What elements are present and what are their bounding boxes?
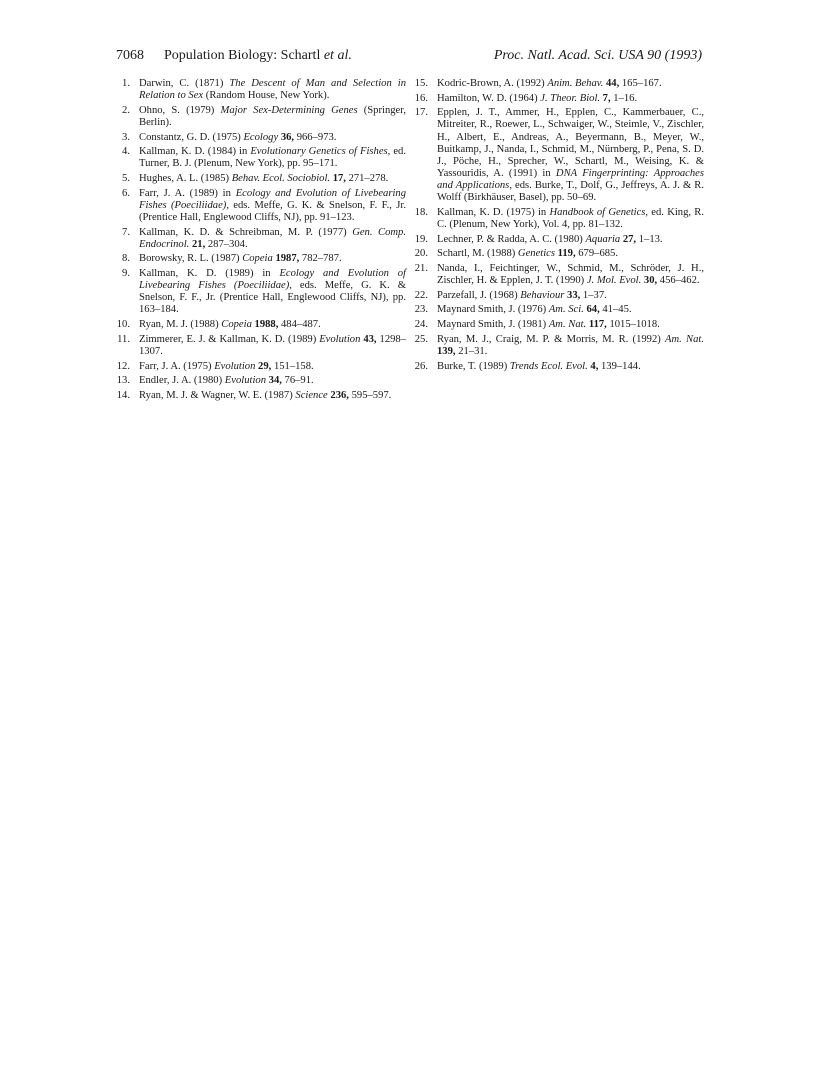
reference-number: 24. [414,319,428,331]
reference-item [414,93,704,105]
reference-number: 6. [122,187,130,199]
reference-title: Evolutionary Genetics of Fishes [250,146,388,158]
reference-details: 21–31. [455,345,488,357]
reference-title: Ecology and Evolution of Livebearing Fishes (Poeciliidae) [139,187,406,211]
reference-number: 4. [122,146,130,158]
reference-number: 25. [414,333,428,345]
reference-details: 1298–1307. [139,333,406,357]
reference-details: , eds. Meffe, G. K. & Snelson, F. F., Jr. (Prentice Hall, Englewood Cliffs, NJ), pp. 163–184. [139,280,406,316]
reference-number: 10. [116,319,130,331]
reference-details: 151–158. [271,360,314,372]
reference-authors: Nanda, I., Feichtinger, W., Schmid, M., Schröder, J. H., Zischler, H. & Epplen, J. T. (1990) [437,262,704,286]
reference-number: 22. [414,289,428,301]
reference-item [116,253,406,265]
reference-item [414,304,704,316]
running-title: Population Biology: Schartl et al. [164,48,352,63]
reference-volume: 44, [603,78,620,89]
page-number: 7068 [116,48,144,63]
reference-item [116,319,406,331]
reference-title: J. Mol. Evol. [586,274,642,286]
reference-title: Gen. Comp. Endocrinol. [139,226,406,250]
reference-item [414,263,704,287]
page-header [116,48,702,68]
reference-authors: Parzefall, J. (1968) [437,289,521,301]
reference-volume: 1988, [251,319,279,331]
reference-volume: 117, [586,319,607,331]
reference-details: 679–685. [575,248,618,260]
reference-number: 18. [414,206,428,218]
reference-item [116,361,406,373]
reference-details: , eds. Meffe, G. K. & Snelson, F. F., Jr. (Prentice Hall, Englewood Cliffs, NJ), pp. 91–123. [139,199,406,223]
reference-details: , ed. King, R. C. (Plenum, New York), Vol. 4, pp. 81–132. [437,206,705,230]
reference-number: 26. [414,360,428,372]
reference-authors: Borowsky, R. L. (1987) [139,253,243,265]
reference-number: 21. [414,262,428,274]
reference-title: Major Sex-Determining Genes [220,104,358,116]
reference-authors: Hughes, A. L. (1985) [139,173,232,185]
reference-details: 165–167. [619,78,662,89]
reference-authors: Ryan, M. J. (1988) [139,319,222,331]
reference-title: Copeia [221,319,252,331]
reference-title: Trends Ecol. Evol. [509,360,588,372]
reference-title: Evolution [214,360,256,372]
reference-title: Handbook of Genetics [549,206,646,218]
reference-number: 2. [122,104,130,116]
reference-number: 23. [414,304,428,316]
reference-details: 1–37. [580,289,607,301]
journal-citation: Proc. Natl. Acad. Sci. USA 90 (1993) [493,48,702,63]
reference-authors: Lechner, P. & Radda, A. C. (1980) [437,233,586,245]
reference-item [116,227,406,251]
reference-authors: Maynard Smith, J. (1981) [437,319,549,331]
reference-volume: 27, [620,233,637,245]
reference-number: 1. [122,78,130,89]
reference-volume: 34, [266,375,282,387]
reference-item [116,334,406,358]
reference-volume: 64, [583,304,600,316]
reference-volume: 29, [255,360,272,372]
reference-authors: Burke, T. (1989) [437,360,510,372]
reference-authors: Endler, J. A. (1980) [139,375,225,387]
reference-details: (Springer, Berlin). [139,104,407,128]
reference-details: 271–278. [345,173,389,185]
reference-item [116,268,406,316]
reference-details: 966–973. [294,131,337,143]
reference-item [414,248,704,260]
reference-item [116,105,406,129]
reference-details: 287–304. [205,238,248,250]
reference-number: 12. [116,360,130,372]
reference-authors: Kodric-Brown, A. (1992) [437,78,548,89]
reference-item [414,207,704,231]
reference-title: Behav. Ecol. Sociobiol. [231,173,331,185]
reference-item [116,390,406,402]
reference-number: 7. [122,226,130,238]
reference-details: 139–144. [598,360,641,372]
reference-details: 41–45. [599,304,632,316]
reference-volume: 236, [327,389,349,401]
reference-authors: Kallman, K. D. (1984) in [139,146,251,158]
reference-item [116,132,406,144]
reference-title: Behaviour [520,289,565,301]
reference-details: 1015–1018. [606,319,660,331]
reference-authors: Kallman, K. D. (1975) in [437,206,550,218]
reference-authors: Kallman, K. D. (1989) in [139,268,280,280]
reference-title: Am. Nat. [548,319,587,331]
reference-title: Copeia [242,253,273,265]
reference-volume: 43, [360,333,377,345]
reference-details: , ed. Turner, B. J. (Plenum, New York), pp. 95–171. [139,146,406,170]
reference-volume: 21, [189,238,206,250]
reference-authors: Epplen, J. T., Ammer, H., Epplen, C., Kammerbauer, C., Mitreiter, R., Roewer, L., Schwaiger, W., Steimle, V., Zischler, H., Albert, E., Andreas, A., Beyermann, B., Meyer, W., Buitkamp, J., Nanda, I., Schmid, M., Nürnberg, P., Pena, S. D. J., Pöche, H., Sprecher, W., Schartl, M., Weising, K. & Yassouridis, A. (1991) in [437,107,704,179]
reference-authors: Hamilton, W. D. (1964) [437,92,541,104]
reference-item [414,334,704,358]
reference-number: 16. [414,92,428,104]
reference-number: 15. [414,78,428,89]
reference-item [116,78,406,102]
reference-title: Science [295,389,328,401]
reference-volume: 1987, [272,253,300,265]
reference-number: 9. [122,268,130,280]
reference-item [116,173,406,185]
reference-number: 8. [122,253,130,265]
reference-volume: 4, [587,360,599,372]
reference-item [414,234,704,246]
reference-number: 14. [116,389,130,401]
reference-authors: Farr, J. A. (1975) [139,360,215,372]
reference-number: 5. [122,173,130,185]
reference-authors: Darwin, C. (1871) [139,78,230,89]
reference-item [116,375,406,387]
reference-authors: Ryan, M. J. & Wagner, W. E. (1987) [139,389,296,401]
reference-title: The Descent of Man and Selection in Relation to Sex [139,78,406,102]
reference-title: Genetics [517,248,555,260]
reference-details: 782–787. [299,253,342,265]
reference-authors: Constantz, G. D. (1975) [139,131,244,143]
reference-details: , eds. Burke, T., Dolf, G., Jeffreys, A. J. & R. Wolff (Birkhäuser, Basel), pp. 50–69. [437,179,705,204]
reference-item [414,107,704,204]
reference-volume: 7, [600,92,611,104]
references-left-column [116,78,406,405]
reference-details: 484–487. [278,319,321,331]
reference-title: J. Theor. Biol. [540,92,601,104]
reference-volume: 30, [641,274,658,286]
reference-title: DNA Fingerprinting: Approaches and Applications [437,167,704,191]
reference-title: Am. Sci. [548,304,584,316]
reference-authors: Zimmerer, E. J. & Kallman, K. D. (1989) [139,333,320,345]
reference-authors: Farr, J. A. (1989) in [139,187,236,199]
reference-authors: Maynard Smith, J. (1976) [437,304,549,316]
reference-number: 20. [414,248,428,260]
reference-volume: 36, [278,131,295,143]
reference-details: 595–597. [348,389,392,401]
reference-volume: 119, [555,248,576,260]
reference-details: (Random House, New York). [203,90,330,102]
reference-details: 1–16. [610,92,638,104]
reference-item [414,78,704,90]
reference-title: Anim. Behav. [547,78,604,89]
reference-details: 1–13. [636,233,663,245]
reference-title: Aquaria [585,233,621,245]
reference-number: 3. [122,131,130,143]
reference-volume: 17, [330,173,346,185]
reference-volume: 33, [564,289,581,301]
reference-volume: 139, [437,345,456,357]
reference-authors: Schartl, M. (1988) [437,248,518,260]
reference-number: 13. [116,375,130,387]
references-right-column [414,78,704,375]
reference-title: Evolution [319,333,361,345]
reference-number: 11. [117,333,130,345]
reference-title: Ecology [243,131,279,143]
reference-details: 76–91. [281,375,314,387]
reference-item [116,146,406,170]
reference-number: 17. [414,107,428,119]
reference-authors: Kallman, K. D. & Schreibman, M. P. (1977) [139,226,353,238]
reference-title: Evolution [224,375,266,387]
reference-authors: Ryan, M. J., Craig, M. P. & Morris, M. R. (1992) [437,333,666,345]
reference-item [414,319,704,331]
reference-details: 456–462. [657,274,700,286]
reference-title: Am. Nat. [665,333,705,345]
reference-item [414,361,704,373]
reference-authors: Ohno, S. (1979) [139,104,221,116]
reference-title: Ecology and Evolution of Livebearing Fishes (Poeciliidae) [139,268,406,292]
reference-item [414,290,704,302]
reference-item [116,188,406,224]
reference-number: 19. [414,233,428,245]
